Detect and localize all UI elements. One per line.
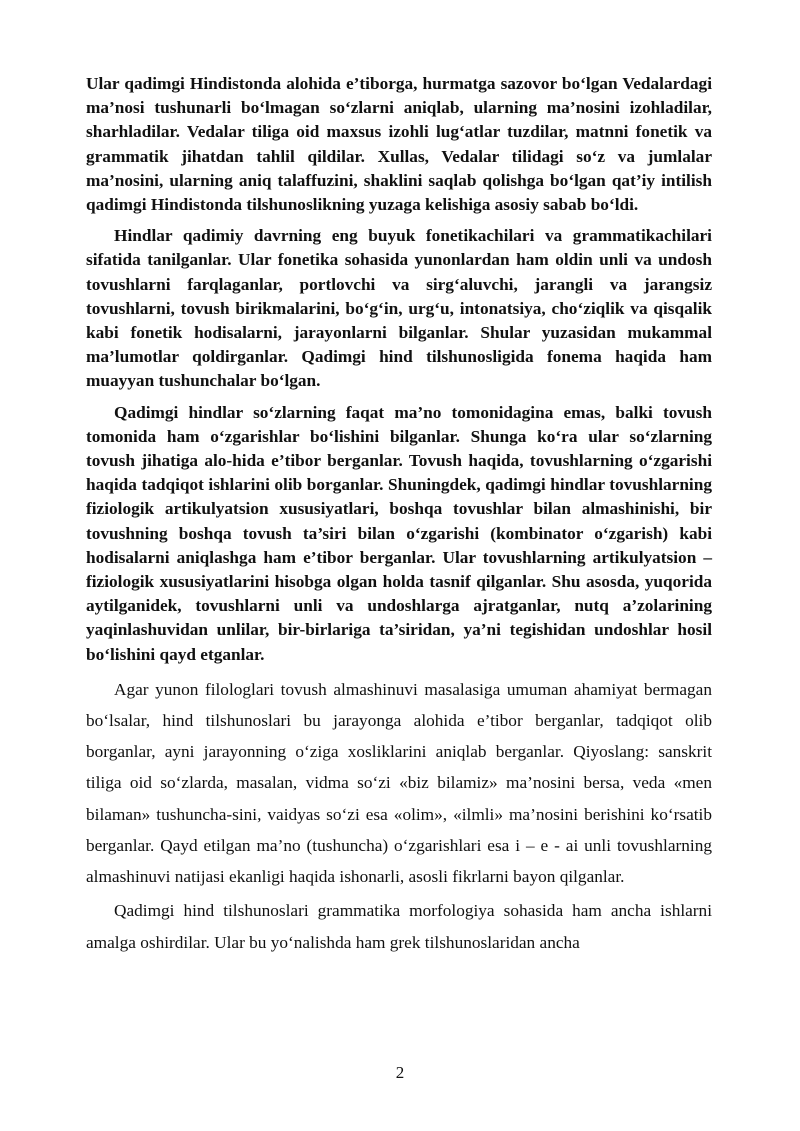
paragraph-1: Ular qadimgi Hindistonda alohida e’tiborga, hurmatga sazovor bo‘lgan Vedalardagi ma’nosi tushunarli bo‘lmagan so‘zlarni aniqlab, ularning ma’nosini izohladilar, sharhladilar. Vedalar tiliga oid maxsus izohli lug‘atlar tuzdilar, matnni fonetik va grammatik jihatdan tahlil qildilar. Xullas, Vedalar tilidagi so‘z va jumlalar ma’nosini, ularning aniq talaffuzini, shaklini saqlab qolishga bo‘lgan qat’iy intilish qadimgi Hindistonda tilshunoslikning yuzaga kelishiga asosiy sabab bo‘ldi. bbox=[86, 74, 712, 215]
paragraph-4: Agar yunon filologlari tovush almashinuvi masalasiga umuman ahamiyat bermagan bo‘lsalar, hind tilshunoslari bu jarayonga alohida e’tibor berganlar, tadqiqot olib borganlar, ayni jarayonning o‘ziga xosliklarini aniqlab berganlar. Qiyoslang: sanskrit tiliga oid so‘zlarda, masalan, vidma so‘zi «biz bilamiz» ma’nosini bersa, veda «men bilaman» tushuncha-sini, vaidyas so‘zi esa «olim», «ilmli» ma’nosini berishini ko‘rsatib berganlar. Qayd etilgan ma’no (tushuncha) o‘zgarishlari esa i – e - ai unli tovushlarning almashinuvi natijasi ekanligi haqida ishonarli, asosli fikrlarni bayon qilganlar. bbox=[86, 679, 712, 887]
paragraph-5: Qadimgi hind tilshunoslari grammatika morfologiya sohasida ham ancha ishlarni amalga oshirdilar. Ular bu yo‘nalishda ham grek tilshunoslaridan ancha bbox=[86, 901, 712, 952]
paragraph-3: Qadimgi hindlar so‘zlarning faqat ma’no tomonidagina emas, balki tovush tomonida ham o‘zgarishlar bo‘lishini bilganlar. Shunga ko‘ra ular so‘zlarning tovush jihatiga alo-hida e’tibor berganlar. Tovush haqida, tovushlarning o‘zgarishi haqida tadqiqot ishlarini olib borganlar. Shuningdek, qadimgi hindlar tovushlarning fiziologik artikulyatsion xususiyatlari, boshqa tovushlar bilan almashinishi, bir tovushning boshqa tovush ta’siri bilan o‘zgarishi (kombinator o‘zgarish) kabi hodisalarni aniqlashga ham e’tibor berganlar. Ular tovushlarning artikulyatsion – fiziologik xususiyatlarini hisobga olgan holda tasnif qilganlar. Shu asosda, yuqorida aytilganidek, tovushlarni unli va undoshlarga ajratganlar, nutq a’zolarining yaqinlashuvidan unlilar, bir-birlariga ta’siridan, ya’ni tegishidan undoshlar hosil bo‘lishini qayd etganlar. bbox=[86, 402, 712, 664]
paragraph-2: Hindlar qadimiy davrning eng buyuk fonetikachilari va grammatikachilari sifatida tanilganlar. Ular fonetika sohasida yunonlardan ham oldin unli va undosh tovushlarni farqlaganlar, portlovchi va sirg‘aluvchi, jarangli va jarangsiz tovushlarni, tovush birikmalarini, bo‘g‘in, urg‘u, intonatsiya, cho‘ziqlik va qisqalik kabi fonetik hodisalarni, jarayonlarni bilganlar. Shular yuzasidan mukammal ma’lumotlar qoldirganlar. Qadimgi hind tilshunosligida fonema haqida ham muayyan tushunchalar bo‘lgan. bbox=[86, 226, 712, 391]
page-number: 2 bbox=[395, 1063, 405, 1082]
document-page bbox=[86, 72, 712, 961]
